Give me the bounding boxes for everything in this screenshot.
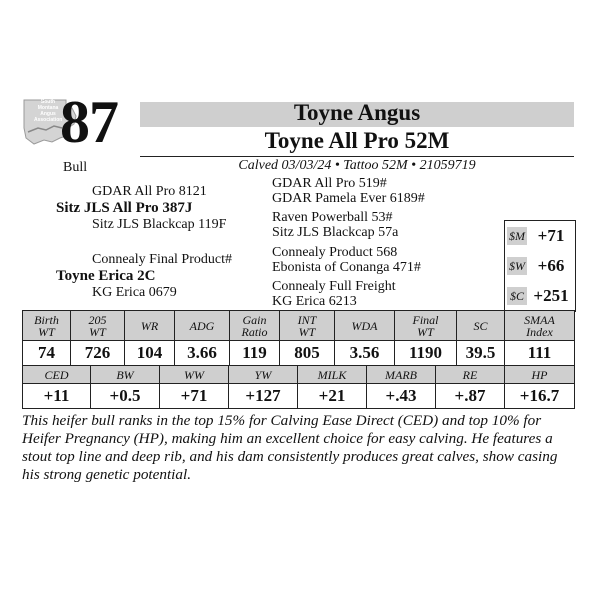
- epd-header-bw: BW: [91, 366, 160, 384]
- epd-header-re: RE: [436, 366, 505, 384]
- pedigree-sire: Sitz JLS All Pro 387J: [56, 200, 193, 216]
- epd-header-ced: CED: [23, 366, 91, 384]
- epd-value: +.43: [367, 384, 436, 409]
- epd-value: +16.7: [505, 384, 575, 409]
- pedigree-ancestor: GDAR All Pro 519#: [272, 176, 387, 191]
- animal-name: Toyne All Pro 52M: [264, 128, 450, 153]
- epd-value: +0.5: [91, 384, 160, 409]
- perf-header-birth-wt: Birth WT: [23, 311, 71, 341]
- perf-value: 3.66: [175, 341, 230, 366]
- pedigree-ancestor: KG Erica 6213: [272, 294, 357, 309]
- pedigree-sire-sire: GDAR All Pro 8121: [92, 184, 207, 199]
- epd-header-milk: MILK: [298, 366, 367, 384]
- perf-header-wr: WR: [125, 311, 175, 341]
- lot-number: 87: [60, 89, 118, 155]
- pedigree-ancestor: Connealy Product 568: [272, 245, 398, 260]
- index-label: $C: [507, 287, 527, 305]
- index-row-m: [505, 221, 575, 251]
- perf-header-sc: SC: [457, 311, 505, 341]
- perf-value: 111: [505, 341, 575, 366]
- farm-name: Toyne Angus: [293, 100, 421, 125]
- header-divider: [140, 156, 574, 157]
- sex-label: Bull: [63, 160, 88, 175]
- perf-header-smaa-index: SMAA Index: [505, 311, 575, 341]
- index-value: +71: [537, 226, 565, 245]
- perf-value: 39.5: [457, 341, 505, 366]
- dollar-index-box: [504, 220, 576, 312]
- perf-value: 74: [23, 341, 71, 366]
- perf-value: 805: [280, 341, 335, 366]
- pedigree-ancestor: Raven Powerball 53#: [272, 210, 393, 225]
- perf-value: 104: [125, 341, 175, 366]
- index-value: +66: [537, 256, 565, 275]
- perf-header-wda: WDA: [335, 311, 395, 341]
- performance-table: [22, 310, 575, 366]
- perf-value: 3.56: [335, 341, 395, 366]
- epd-value: +21: [298, 384, 367, 409]
- epd-header-hp: HP: [505, 366, 575, 384]
- index-label: $M: [509, 229, 525, 243]
- calved-tattoo-registration: Calved 03/03/24 • Tattoo 52M • 21059719: [238, 158, 476, 173]
- pedigree-sire-dam: Sitz JLS Blackcap 119F: [92, 217, 227, 232]
- epd-value: +.87: [436, 384, 505, 409]
- epd-header-yw: YW: [229, 366, 298, 384]
- perf-header-adg: ADG: [175, 311, 230, 341]
- pedigree-ancestor: Sitz JLS Blackcap 57a: [272, 225, 399, 240]
- epd-value: +11: [23, 384, 91, 409]
- pedigree-ancestor: Ebonista of Conanga 471#: [272, 260, 421, 275]
- perf-value: 726: [71, 341, 125, 366]
- index-row-c: [505, 281, 575, 311]
- perf-value: 119: [230, 341, 280, 366]
- logo-text: South Montana Angus Association: [34, 99, 63, 123]
- pedigree-dam-dam: KG Erica 0679: [92, 285, 177, 300]
- perf-value: 1190: [395, 341, 457, 366]
- pedigree-ancestor: Connealy Full Freight: [272, 279, 396, 294]
- index-label: $W: [509, 259, 525, 273]
- epd-table: [22, 365, 575, 409]
- perf-header-int-wt: INT WT: [280, 311, 335, 341]
- perf-header-205-wt: 205 WT: [71, 311, 125, 341]
- index-value: +251: [533, 286, 569, 305]
- index-row-w: [505, 251, 575, 281]
- lot-description: This heifer bull ranks in the top 15% for Calving Ease Direct (CED) and top 10% for Heifer Pregnancy (HP), making him an excellent choice for easy calving. He features a stout top line and deep rib, and his dam consistently produces great calves, show casing his strong genetic potential.: [22, 412, 558, 483]
- epd-header-marb: MARB: [367, 366, 436, 384]
- epd-header-ww: WW: [160, 366, 229, 384]
- perf-header-gain-ratio: Gain Ratio: [230, 311, 280, 341]
- pedigree-ancestor: GDAR Pamela Ever 6189#: [272, 191, 425, 206]
- epd-value: +127: [229, 384, 298, 409]
- pedigree-dam-sire: Connealy Final Product#: [92, 252, 232, 267]
- perf-header-final-wt: Final WT: [395, 311, 457, 341]
- pedigree-dam: Toyne Erica 2C: [56, 268, 156, 284]
- epd-value: +71: [160, 384, 229, 409]
